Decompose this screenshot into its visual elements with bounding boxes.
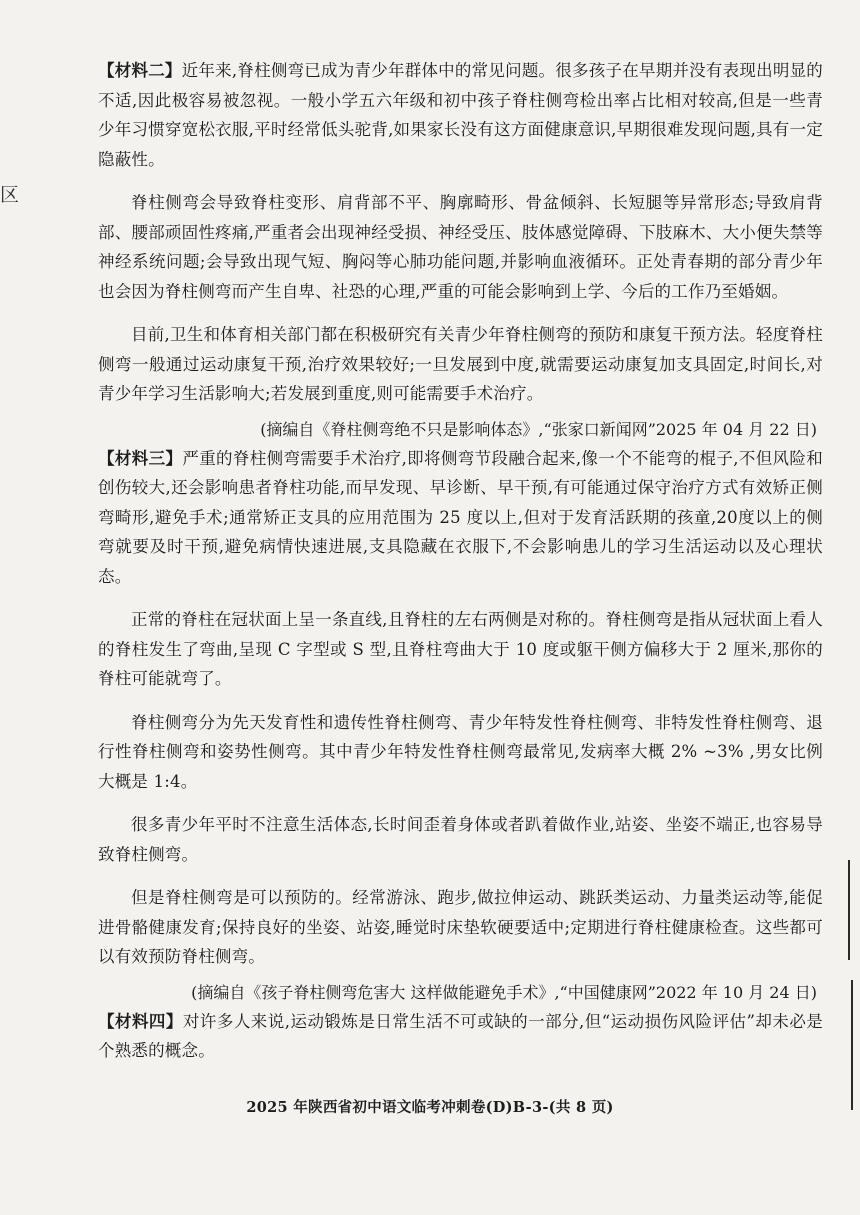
material-2-paragraph-2: 脊柱侧弯会导致脊柱变形、肩背部不平、胸廓畸形、骨盆倾斜、长短腿等异常形态;导致肩背部、腰部顽固性疼痛,严重者会出现神经受损、神经受压、肢体感觉障碍、下肢麻木、大小便失禁等神经系统问题;会导致出现气短、胸闷等心肺功能问题,并影响血液循环。正处青春期的部分青少年也会因为脊柱侧弯而产生自卑、社恐的心理,严重的可能会影响到上学、今后的工作乃至婚姻。	[98, 193, 823, 301]
material-4-paragraph-1	[98, 1007, 823, 1066]
material-2-paragraph-1	[98, 56, 823, 174]
material-3-text-1: 严重的脊柱侧弯需要手术治疗,即将侧弯节段融合起来,像一个不能弯的棍子,不但风险和创伤较大,还会影响患者脊柱功能,而早发现、早诊断、早干预,有可能通过保守治疗方式有效矫正侧弯畸形,避免手术;通常矫正支具的应用范围为 25 度以上,但对于发育活跃期的孩童,20度以上的侧弯就要及时干预,避免病情快速进展,支具隐藏在衣服下,不会影响患儿的学习生活运动以及心理状态。	[98, 448, 823, 586]
material-4-label: 【材料四】	[98, 1011, 183, 1031]
material-2-source: (摘编自《脊柱侧弯绝不只是影响体态》,“张家口新闻网”2025 年 04 月 22 日)	[260, 419, 817, 439]
material-4-text-1: 对许多人来说,运动锻炼是日常生活不可或缺的一部分,但“运动损伤风险评估”却未必是个熟悉的概念。	[98, 1011, 823, 1060]
margin-line	[851, 980, 853, 1110]
material-3-paragraph-5: 但是脊柱侧弯是可以预防的。经常游泳、跑步,做拉伸运动、跳跃类运动、力量类运动等,能促进骨骼健康发育;保持良好的坐姿、站姿,睡觉时床垫软硬要适中;定期进行脊柱健康检查。这些都可以有效预防脊柱侧弯。	[98, 888, 823, 966]
margin-mark: 区	[0, 184, 20, 206]
material-3-source: (摘编自《孩子脊柱侧弯危害大 这样做能避免手术》,“中国健康网”2022 年 10 月 24 日)	[191, 982, 817, 1002]
article-body	[98, 56, 823, 1066]
material-3-paragraph-1	[98, 444, 823, 592]
material-3-paragraph-3: 脊柱侧弯分为先天发育性和遗传性脊柱侧弯、青少年特发性脊柱侧弯、非特发性脊柱侧弯、退行性脊柱侧弯和姿势性侧弯。其中青少年特发性脊柱侧弯最常见,发病率大概 2% ~3% ,男女比例大概是 1:4。	[98, 712, 823, 791]
material-2-label: 【材料二】	[98, 61, 182, 80]
material-3-label: 【材料三】	[98, 448, 183, 468]
page-footer: 2025 年陕西省初中语文临考冲刺卷(D)B-3-(共 8 页)	[246, 1099, 614, 1116]
material-2-paragraph-3: 目前,卫生和体育相关部门都在积极研究有关青少年脊柱侧弯的预防和康复干预方法。轻度脊柱侧弯一般通过运动康复干预,治疗效果较好;一旦发展到中度,就需要运动康复加支具固定,时间长,对青少年学习生活影响大;若发展到重度,则可能需要手术治疗。	[98, 325, 823, 403]
material-2-text-1: 近年来,脊柱侧弯已成为青少年群体中的常见问题。很多孩子在早期并没有表现出明显的不适,因此极容易被忽视。一般小学五六年级和初中孩子脊柱侧弯检出率占比相对较高,但是一些青少年习惯穿宽松衣服,平时经常低头驼背,如果家长没有这方面健康意识,早期很难发现问题,具有一定隐蔽性。	[98, 61, 824, 169]
margin-line	[848, 860, 850, 960]
material-3-paragraph-2: 正常的脊柱在冠状面上呈一条直线,且脊柱的左右两侧是对称的。脊柱侧弯是指从冠状面上看人的脊柱发生了弯曲,呈现 C 字型或 S 型,且脊柱弯曲大于 10 度或躯干侧方偏移大于 2 厘米,那你的脊柱可能就弯了。	[98, 610, 823, 688]
material-3-paragraph-4: 很多青少年平时不注意生活体态,长时间歪着身体或者趴着做作业,站姿、坐姿不端正,也容易导致脊柱侧弯。	[98, 815, 823, 864]
